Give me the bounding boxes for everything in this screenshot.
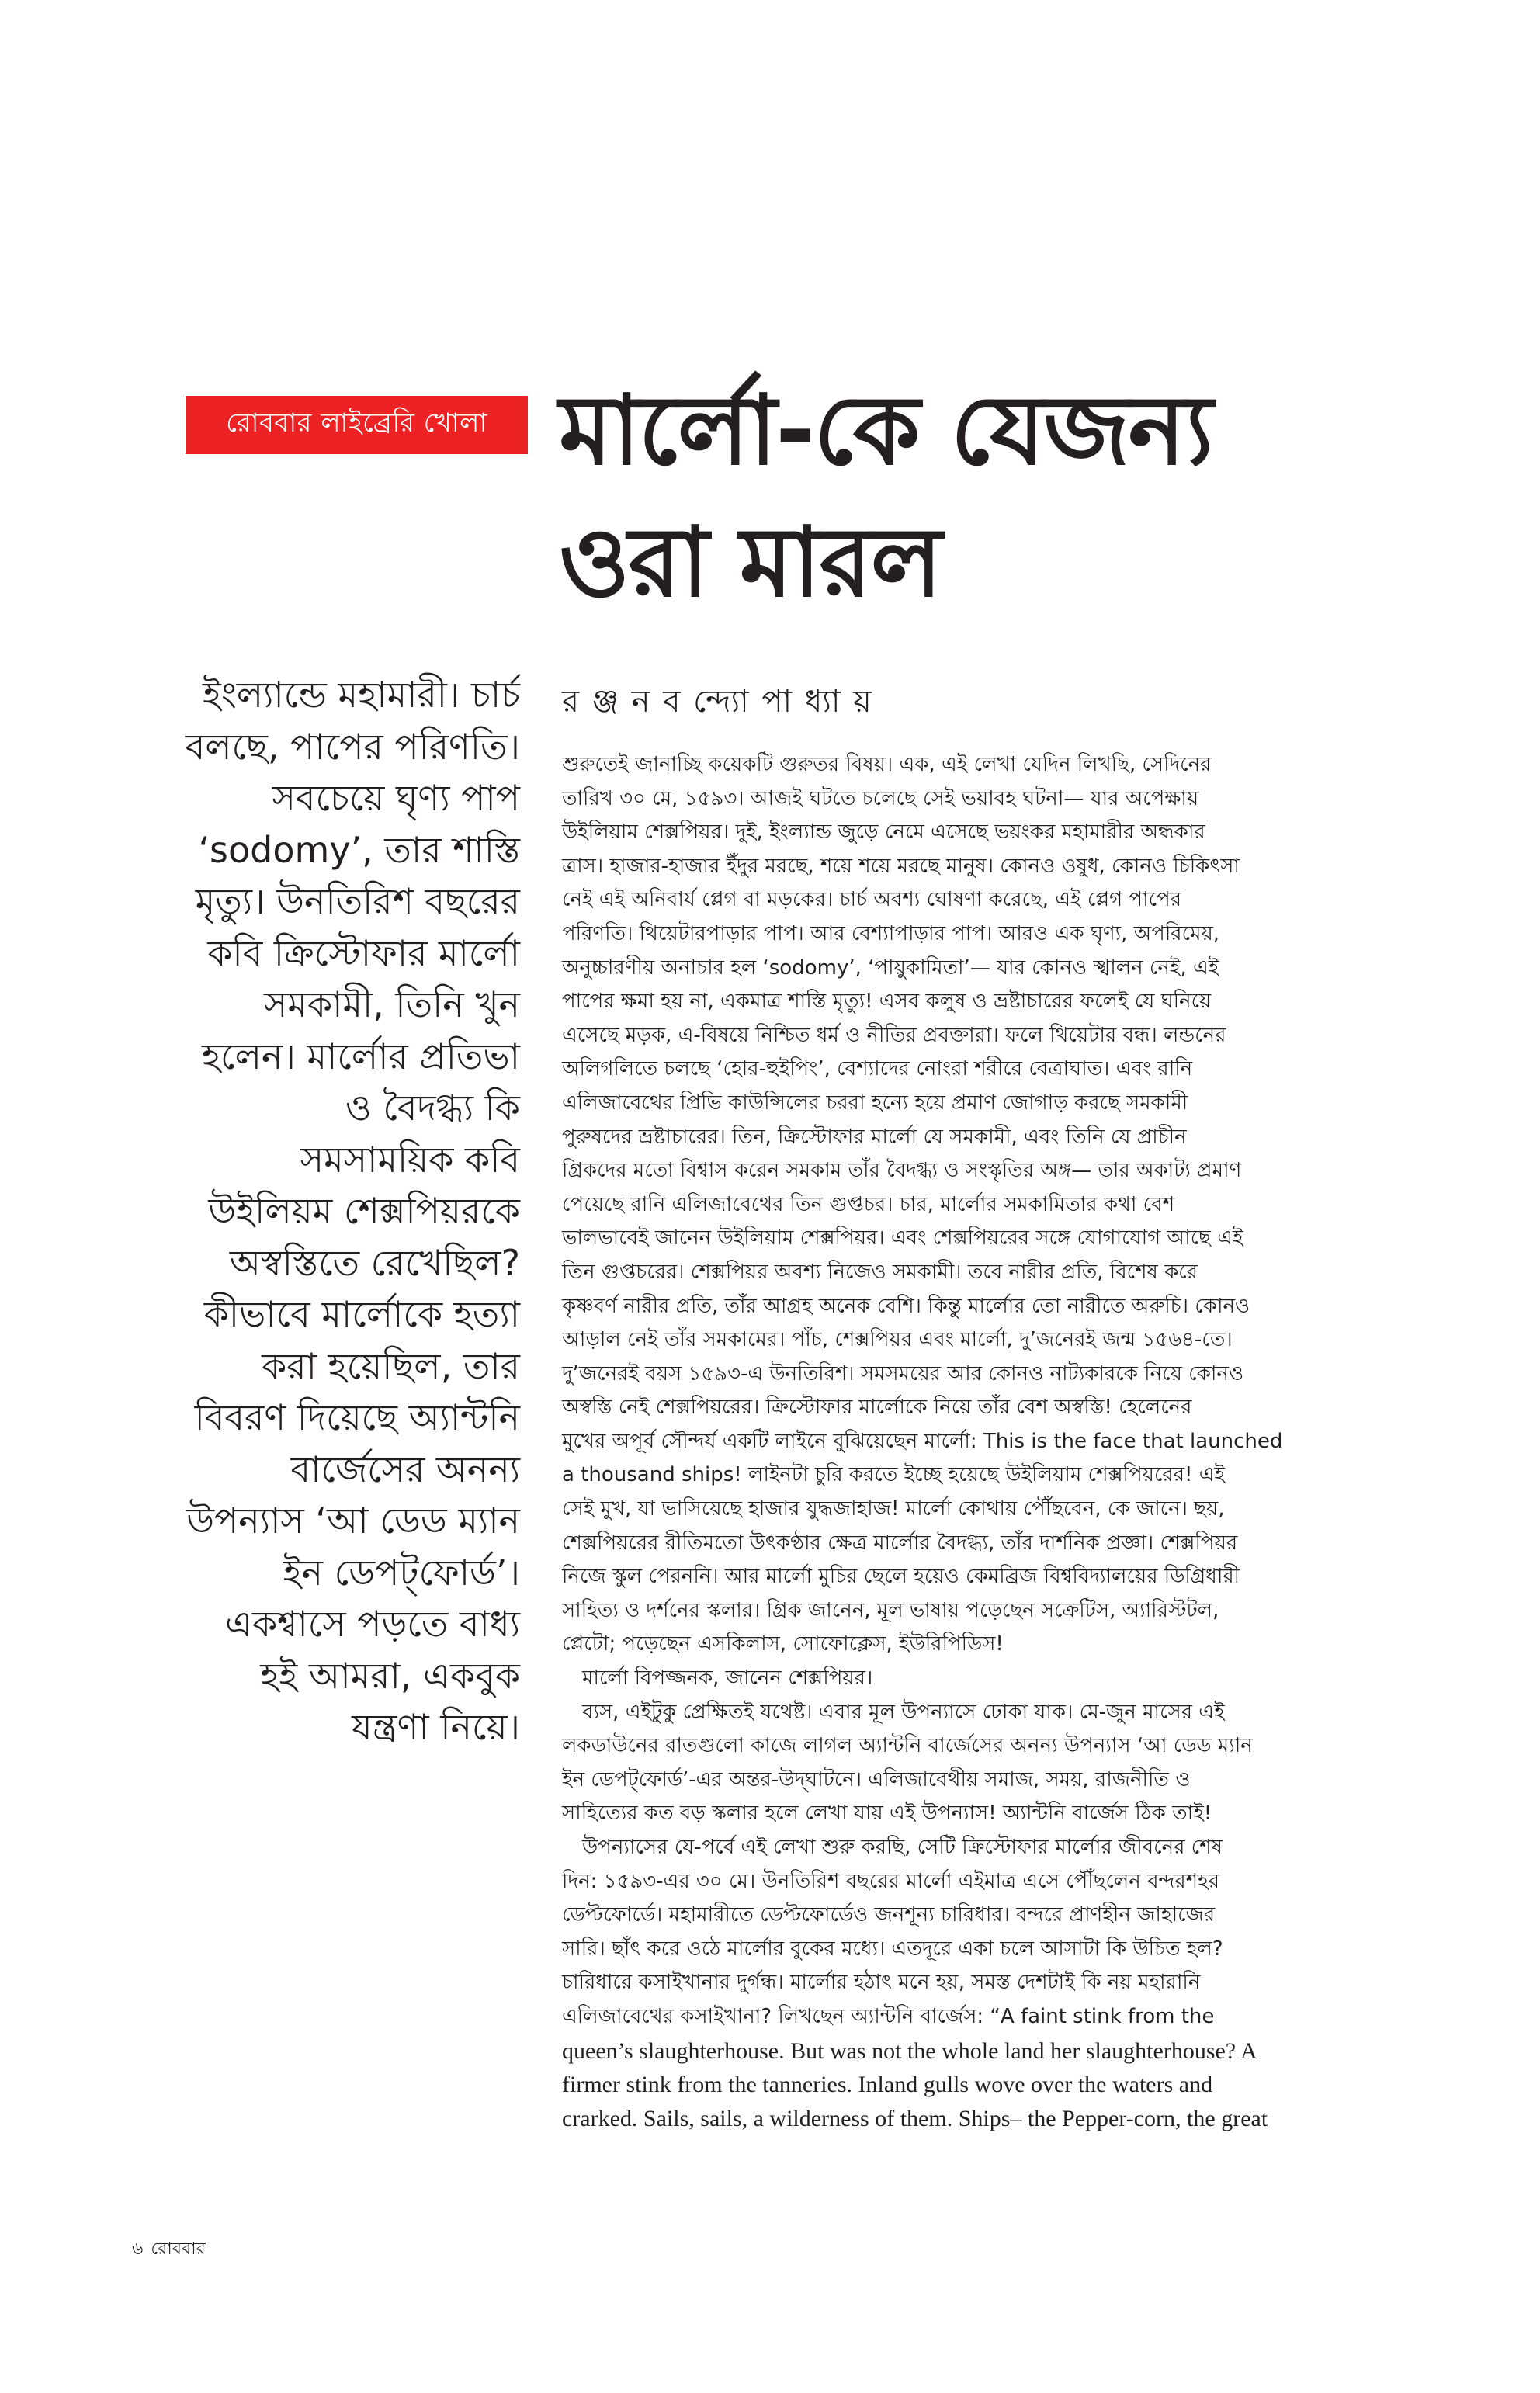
- body-text-line: সাহিত্য ও দর্শনের স্কলার। গ্রিক জানেন, মূল ভাষায় পড়েছেন সক্রেটিস, অ্যারিস্টটল,: [562, 1598, 1219, 1622]
- pull-quote-line: উপন্যাস ‘আ ডেড ম্যান: [186, 1500, 520, 1542]
- body-text-line: এলিজাবেথের প্রিভি কাউন্সিলের চররা হন্যে হয়ে প্রমাণ জোগাড় করছে সমকামী: [562, 1091, 1188, 1115]
- body-text-line: ডেপ্টফোর্ডে। মহামারীতে ডেপ্টফোর্ডেও জনশূন্য চারিধার। বন্দরে প্রাণহীন জাহাজের: [562, 1903, 1216, 1927]
- pull-quote-line: অস্বস্তিতে রেখেছিল?: [229, 1241, 520, 1284]
- body-text-line: উপন্যাসের যে-পর্বে এই লেখা শুরু করছি, সেটি ক্রিস্টোফার মার্লোর জীবনের শেষ: [582, 1836, 1223, 1859]
- headline-line: ওরা মারল: [559, 507, 942, 619]
- pull-quote-line: করা হয়েছিল, তার: [262, 1344, 520, 1387]
- body-text-line: সারি। ছাঁৎ করে ওঠে মার্লোর বুকের মধ্যে। এতদূরে একা চলে আসাটা কি উচিত হল?: [562, 1937, 1223, 1961]
- pull-quote-line: হলেন। মার্লোর প্রতিভা: [202, 1035, 520, 1077]
- pull-quote-line: সমসাময়িক কবি: [300, 1138, 520, 1181]
- body-text-line: দিন: ১৫৯৩-এর ৩০ মে। উনতিরিশ বছরের মার্লো এইমাত্র এসে পৌঁছলেন বন্দরশহর: [562, 1869, 1220, 1893]
- pull-quote-line: সবচেয়ে ঘৃণ্য পাপ: [272, 777, 520, 819]
- body-text-line: ব্যস, এইটুকু প্রেক্ষিতই যথেষ্ট। এবার মূল উপন্যাসে ঢোকা যাক। মে-জুন মাসের এই: [582, 1700, 1225, 1724]
- body-text-line: এসেছে মড়ক, এ-বিষয়ে নিশ্চিত ধর্ম ও নীতির প্রবক্তারা। ফলে থিয়েটার বন্ধ। লন্ডনের: [562, 1023, 1226, 1047]
- pull-quote-line: একশ্বাসে পড়তে বাধ্য: [224, 1603, 520, 1645]
- pull-quote-line: বিবরণ দিয়েছে অ্যান্টনি: [194, 1396, 520, 1438]
- pull-quote-line: বার্জেসের অনন্য: [290, 1448, 520, 1490]
- body-text-line: crarked. Sails, sails, a wilderness of them. Ships– the Pepper-corn, the great: [562, 2105, 1268, 2131]
- pull-quote-line: ইন ডেপট্‌ফোর্ড’।: [283, 1551, 520, 1594]
- body-text-line: তারিখ ৩০ মে, ১৫৯৩। আজই ঘটতে চলেছে সেই ভয়াবহ ঘটনা— যার অপেক্ষায়: [562, 786, 1199, 810]
- body-text-line: পেয়েছে রানি এলিজাবেথের তিন গুপ্তচর। চার, মার্লোর সমকামিতার কথা বেশ: [562, 1192, 1175, 1216]
- body-text-line: firmer stink from the tanneries. Inland gulls wove over the waters and: [562, 2072, 1213, 2098]
- body-text-line: মুখের অপূর্ব সৌন্দর্য একটি লাইনে বুঝিয়েছেন মার্লো: This is the face that launched: [562, 1429, 1283, 1453]
- body-text-line: পরিণতি। থিয়েটারপাড়ার পাপ। আর বেশ্যাপাড়ার পাপ। আরও এক ঘৃণ্য, অপরিমেয়,: [562, 921, 1220, 945]
- pull-quote-line: ও বৈদগ্ধ্য কি: [345, 1087, 520, 1129]
- pull-quote-line: বলছে, পাপের পরিণতি।: [185, 725, 520, 768]
- pull-quote-line: কবি ক্রিস্টোফার মার্লো: [207, 931, 520, 974]
- section-badge: [186, 396, 528, 454]
- body-text-line: নিজে স্কুল পেরননি। আর মার্লো মুচির ছেলে হয়েও কেমব্রিজ বিশ্ববিদ্যালয়ের ডিগ্রিধারী: [562, 1565, 1240, 1589]
- body-text-line: পাপের ক্ষমা হয় না, একমাত্র শাস্তি মৃত্যু! এসব কলুষ ও ভ্রষ্টাচারের ফলেই যে ঘনিয়ে: [562, 990, 1212, 1014]
- body-text-line: a thousand ships! লাইনটা চুরি করতে ইচ্ছে হয়েছে উইলিয়াম শেক্সপিয়রের! এই: [562, 1463, 1226, 1487]
- body-text-line: লকডাউনের রাতগুলো কাজে লাগল অ্যান্টনি বার্জেসের অনন্য উপন্যাস ‘আ ডেড ম্যান: [562, 1734, 1253, 1758]
- headline-line: মার্লো-কে যেজন্য: [559, 375, 1212, 487]
- body-text-line: শুরুতেই জানাচ্ছি কয়েকটি গুরুতর বিষয়। এক, এই লেখা যেদিন লিখছি, সেদিনের: [562, 753, 1212, 776]
- body-text-line: গ্রিকদের মতো বিশ্বাস করেন সমকাম তাঁর বৈদগ্ধ্য ও সংস্কৃতির অঙ্গ— তার অকাট্য প্রমাণ: [562, 1159, 1242, 1183]
- pull-quote-line: কীভাবে মার্লোকে হত্যা: [203, 1293, 520, 1335]
- body-text-line: এলিজাবেথের কসাইখানা? লিখছেন অ্যান্টনি বার্জেস: “A faint stink from the: [562, 2004, 1215, 2028]
- pull-quote-line: হই আমরা, একবুক: [260, 1654, 520, 1697]
- body-text-line: অস্বস্তি নেই শেক্সপিয়রের। ক্রিস্টোফার মার্লোকে নিয়ে তাঁর বেশ অস্বস্তি! হেলেনের: [562, 1396, 1192, 1420]
- body-text-line: উইলিয়াম শেক্সপিয়র। দুই, ইংল্যান্ড জুড়ে নেমে এসেছে ভয়ংকর মহামারীর অন্ধকার: [562, 820, 1205, 844]
- pull-quote: [116, 669, 520, 1753]
- body-text-line: শেক্সপিয়রের রীতিমতো উৎকণ্ঠার ক্ষেত্র মার্লোর বৈদগ্ধ্য, তাঁর দার্শনিক প্রজ্ঞা। শেক্সপিয়র: [562, 1531, 1238, 1555]
- body-text-line: ত্রাস। হাজার-হাজার ইঁদুর মরছে, শয়ে শয়ে মরছে মানুষ। কোনও ওষুধ, কোনও চিকিৎসা: [562, 854, 1240, 878]
- article-body: [562, 748, 1408, 2135]
- pull-quote-line: উইলিয়ম শেক্সপিয়রকে: [208, 1190, 520, 1232]
- body-text-line: চারিধারে কসাইখানার দুর্গন্ধ। মার্লোর হঠাৎ মনে হয়, সমস্ত দেশটাই কি নয় মহারানি: [562, 1971, 1201, 1995]
- body-text-line: ভালভাবেই জানেন উইলিয়াম শেক্সপিয়র। এবং শেক্সপিয়রের সঙ্গে যোগাযোগ আছে এই: [562, 1226, 1243, 1250]
- body-text-line: মার্লো বিপজ্জনক, জানেন শেক্সপিয়র।: [582, 1666, 873, 1691]
- body-text-line: সাহিত্যের কত বড় স্কলার হলে লেখা যায় এই উপন্যাস! অ্যান্টনি বার্জেস ঠিক তাই!: [562, 1802, 1212, 1826]
- author-byline: র ঞ্জ ন ব ন্দ্যো পা ধ্যা য়: [562, 684, 873, 720]
- pull-quote-line: ইংল্যান্ডে মহামারী। চার্চ: [203, 674, 520, 716]
- body-text-line: অলিগলিতে চলছে ‘হোর-হুইপিং’, বেশ্যাদের নোংরা শরীরে বেত্রাঘাত। এবং রানি: [562, 1057, 1193, 1081]
- body-text-line: ইন ডেপট্‌ফোর্ড’-এর অন্তর-উদ্‌ঘাটনে। এলিজাবেথীয় সমাজ, সময়, রাজনীতি ও: [562, 1767, 1191, 1791]
- pull-quote-line: ‘sodomy’, তার শাস্তি: [198, 828, 520, 871]
- section-badge-label: রোববার লাইব্রেরি খোলা: [226, 408, 487, 439]
- pull-quote-line: সমকামী, তিনি খুন: [264, 983, 520, 1025]
- body-text-line: অনুচ্চারণীয় অনাচার হল ‘sodomy’, ‘পায়ুকামিতা’— যার কোনও স্খালন নেই, এই: [562, 955, 1219, 980]
- body-text-line: আড়াল নেই তাঁর সমকামের। পাঁচ, শেক্সপিয়র এবং মার্লো, দু’জনেরই জন্ম ১৫৬৪-তে।: [562, 1328, 1233, 1352]
- body-text-line: নেই এই অনিবার্য প্লেগ বা মড়কের। চার্চ অবশ্য ঘোষণা করেছে, এই প্লেগ পাপের: [562, 888, 1182, 912]
- page-footer: [132, 2235, 213, 2264]
- pull-quote-line: যন্ত্রণা নিয়ে।: [352, 1706, 520, 1748]
- body-text-line: queen’s slaughterhouse. But was not the whole land her slaughterhouse? A: [562, 2038, 1257, 2064]
- pull-quote-line: মৃত্যু। উনতিরিশ বছরের: [195, 880, 520, 922]
- body-text-line: প্লেটো; পড়েছেন এসকিলাস, সোফোক্লেস, ইউরিপিডিস!: [562, 1632, 1004, 1656]
- body-text-line: দু’জনেরই বয়স ১৫৯৩-এ উনতিরিশ। সমসময়ের আর কোনও নাট্যকারকে নিয়ে কোনও: [562, 1361, 1244, 1386]
- body-text-line: সেই মুখ, যা ভাসিয়েছে হাজার যুদ্ধজাহাজ! মার্লো কোথায় পৌঁছবেন, কে জানে। ছয়,: [562, 1497, 1225, 1521]
- body-text-line: কৃষ্ণবর্ণ নারীর প্রতি, তাঁর আগ্রহ অনেক বেশি। কিন্তু মার্লোর তো নারীতে অরুচি। কোনও: [562, 1294, 1250, 1318]
- body-text-line: তিন গুপ্তচরের। শেক্সপিয়র অবশ্য নিজেও সমকামী। তবে নারীর প্রতি, বিশেষ করে: [562, 1260, 1198, 1284]
- body-text-line: পুরুষদের ভ্রষ্টাচারের। তিন, ক্রিস্টোফার মার্লো যে সমকামী, এবং তিনি যে প্রাচীন: [562, 1125, 1187, 1149]
- article-headline: [559, 365, 1335, 629]
- page-number: ৬: [132, 2239, 144, 2259]
- publication-name: রোববার: [151, 2239, 206, 2259]
